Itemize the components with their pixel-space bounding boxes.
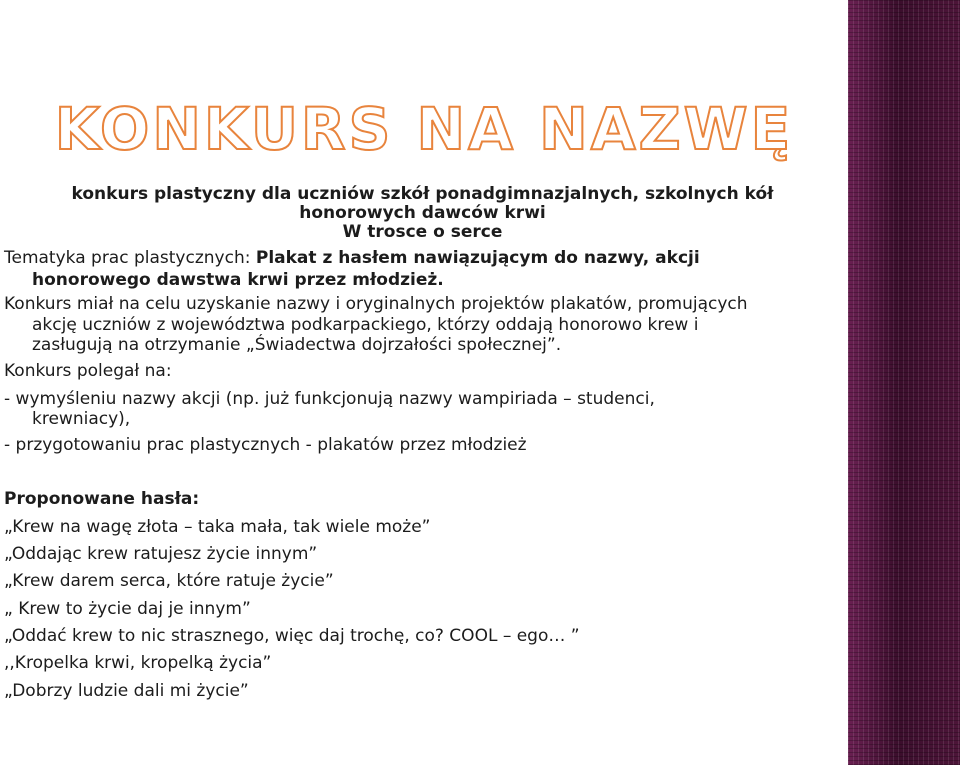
theme-prefix: Tematyka prac plastycznych: xyxy=(4,248,256,268)
slogan-item: „Krew darem serca, które ratuje życie” xyxy=(4,571,334,591)
slogan-item: „Oddać krew to nic strasznego, więc daj trochę, co? COOL – ego… ” xyxy=(4,626,580,646)
rules-heading: Konkurs polegał na: xyxy=(4,361,172,381)
description-line-1: Konkurs miał na celu uzyskanie nazwy i oryginalnych projektów plakatów, promujących xyxy=(4,294,748,314)
slogans-heading: Proponowane hasła: xyxy=(4,489,200,509)
slogan-item: „Oddając krew ratujesz życie innym” xyxy=(4,544,318,564)
subtitle-line-3: W trosce o serce xyxy=(342,222,503,242)
rules-item-1-line-1: - wymyśleniu nazwy akcji (np. już funkcjonują nazwy wampiriada – studenci, xyxy=(4,389,655,409)
description-line-3: zasługują na otrzymanie „Świadectwa dojrzałości społecznej”. xyxy=(32,335,562,355)
theme-line-1 xyxy=(4,248,700,269)
theme-bold-1: Plakat z hasłem nawiązującym do nazwy, akcji xyxy=(255,248,700,268)
slogan-item: „Krew na wagę złota – taka mała, tak wiele może” xyxy=(4,517,431,537)
rules-item-1-line-2: krewniacy), xyxy=(32,409,131,429)
theme-line-2: honorowego dawstwa krwi przez młodzież. xyxy=(32,270,444,290)
description-line-2: akcję uczniów z województwa podkarpackiego, którzy oddają honorowo krew i xyxy=(32,315,699,335)
subtitle-line-2: honorowych dawców krwi xyxy=(299,203,546,223)
decorative-sidebar xyxy=(848,0,960,765)
slogan-item: ,,Kropelka krwi, kropelką życia” xyxy=(4,653,272,673)
slogan-item: „Dobrzy ludzie dali mi życie” xyxy=(4,681,249,701)
subtitle-line-1: konkurs plastyczny dla uczniów szkół ponadgimnazjalnych, szkolnych kół xyxy=(71,184,774,204)
rules-item-2: - przygotowaniu prac plastycznych - plakatów przez młodzież xyxy=(4,435,527,455)
slogan-item: „ Krew to życie daj je innym” xyxy=(4,599,251,619)
page-title: KONKURS NA NAZWĘ xyxy=(54,95,794,163)
